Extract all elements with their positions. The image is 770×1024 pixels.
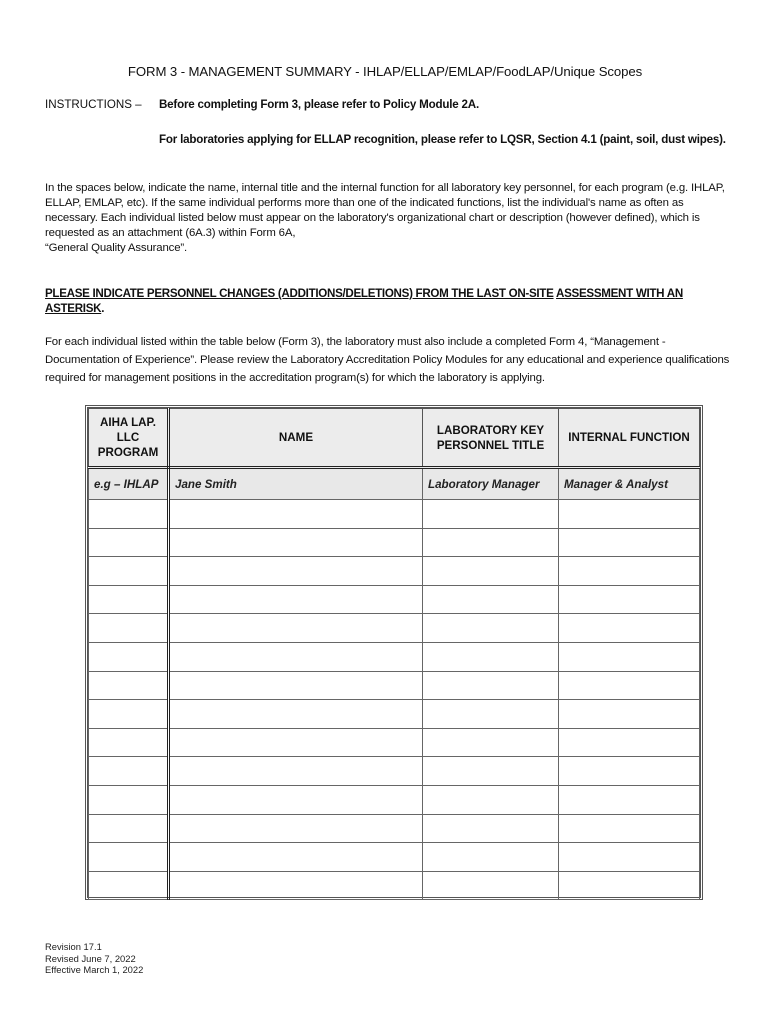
header-title: LABORATORY KEY PERSONNEL TITLE bbox=[423, 409, 559, 468]
program-cell[interactable] bbox=[89, 785, 169, 814]
program-cell[interactable] bbox=[89, 814, 169, 843]
name-cell[interactable] bbox=[169, 785, 423, 814]
personnel-table-container bbox=[85, 405, 703, 900]
notice-end: . bbox=[101, 302, 105, 315]
instructions-line-1: Before completing Form 3, please refer to Policy Module 2A. bbox=[159, 98, 479, 111]
function-cell[interactable] bbox=[559, 528, 700, 557]
function-cell[interactable] bbox=[559, 871, 700, 900]
name-cell[interactable] bbox=[169, 700, 423, 729]
program-cell[interactable] bbox=[89, 500, 169, 529]
program-cell[interactable] bbox=[89, 671, 169, 700]
title-cell[interactable] bbox=[423, 843, 559, 872]
program-cell[interactable] bbox=[89, 700, 169, 729]
name-cell[interactable] bbox=[169, 814, 423, 843]
paragraph-end: “General Quality Assurance”. bbox=[45, 242, 188, 254]
title-cell[interactable] bbox=[423, 585, 559, 614]
example-row bbox=[89, 468, 700, 500]
name-cell[interactable] bbox=[169, 642, 423, 671]
table-row bbox=[89, 785, 700, 814]
title-cell[interactable] bbox=[423, 671, 559, 700]
name-cell[interactable] bbox=[169, 585, 423, 614]
program-cell[interactable] bbox=[89, 528, 169, 557]
table-row bbox=[89, 528, 700, 557]
name-cell[interactable] bbox=[169, 614, 423, 643]
title-cell[interactable] bbox=[423, 785, 559, 814]
title-cell[interactable] bbox=[423, 500, 559, 529]
table-row bbox=[89, 700, 700, 729]
name-cell[interactable] bbox=[169, 557, 423, 586]
program-cell[interactable] bbox=[89, 557, 169, 586]
name-cell[interactable] bbox=[169, 757, 423, 786]
function-cell[interactable] bbox=[559, 557, 700, 586]
program-cell[interactable] bbox=[89, 757, 169, 786]
paragraph-body: In the spaces below, indicate the name, internal title and the internal function for all laboratory key personnel, for each program (e.g. IHLAP, ELLAP, EMLAP, etc). If the same individual performs more than one of the indicated functions, list the individual's name as often as necessary. Each individual listed below must appear on the laboratory's organizational chart or description (however defined), which is requested as an attachment (6A.3) within Form 6A, bbox=[45, 182, 725, 239]
function-cell[interactable] bbox=[559, 728, 700, 757]
function-cell[interactable] bbox=[559, 585, 700, 614]
table-row bbox=[89, 843, 700, 872]
title-cell[interactable] bbox=[423, 557, 559, 586]
function-cell[interactable] bbox=[559, 843, 700, 872]
table-row bbox=[89, 671, 700, 700]
title-cell[interactable] bbox=[423, 528, 559, 557]
name-cell[interactable] bbox=[169, 843, 423, 872]
notice-part-2: ASSESSMENT WITH AN ASTERISK bbox=[45, 287, 683, 315]
title-cell[interactable] bbox=[423, 700, 559, 729]
form4-requirement-paragraph: For each individual listed within the table below (Form 3), the laboratory must also include a completed Form 4, “Management - Documentation of Experience”. Please review the Laboratory Accreditation Policy Modules for any educational and experience qualifications required for management positions in the accreditation program(s) for which the laboratory is applying. bbox=[45, 336, 730, 384]
table-row bbox=[89, 500, 700, 529]
personnel-instructions-paragraph bbox=[45, 181, 735, 256]
effective-date: Effective March 1, 2022 bbox=[45, 964, 144, 975]
title-cell[interactable] bbox=[423, 757, 559, 786]
revised-date: Revised June 7, 2022 bbox=[45, 952, 136, 964]
table-row bbox=[89, 557, 700, 586]
function-cell[interactable] bbox=[559, 700, 700, 729]
function-cell[interactable] bbox=[559, 642, 700, 671]
name-cell[interactable] bbox=[169, 528, 423, 557]
program-cell[interactable] bbox=[89, 585, 169, 614]
notice-part-1: PLEASE INDICATE PERSONNEL CHANGES (ADDITIONS/DELETIONS) FROM THE LAST ON-SITE bbox=[45, 287, 554, 300]
function-cell[interactable] bbox=[559, 785, 700, 814]
table-row bbox=[89, 614, 700, 643]
title-cell[interactable] bbox=[423, 814, 559, 843]
title-cell[interactable] bbox=[423, 871, 559, 900]
function-cell[interactable] bbox=[559, 757, 700, 786]
program-cell[interactable] bbox=[89, 871, 169, 900]
example-title-cell[interactable]: Laboratory Manager bbox=[423, 468, 559, 500]
table-row bbox=[89, 814, 700, 843]
table-row bbox=[89, 728, 700, 757]
example-name-cell[interactable]: Jane Smith bbox=[169, 468, 423, 500]
program-cell[interactable] bbox=[89, 642, 169, 671]
function-cell[interactable] bbox=[559, 500, 700, 529]
name-cell[interactable] bbox=[169, 671, 423, 700]
header-program: AIHA LAP. LLC PROGRAM bbox=[89, 409, 169, 468]
header-name: NAME bbox=[169, 409, 423, 468]
personnel-table bbox=[88, 408, 700, 900]
revision-number: Revision 17.1 bbox=[45, 941, 102, 952]
program-cell[interactable] bbox=[89, 728, 169, 757]
table-row bbox=[89, 585, 700, 614]
function-cell[interactable] bbox=[559, 671, 700, 700]
program-cell[interactable] bbox=[89, 614, 169, 643]
form-title: FORM 3 - MANAGEMENT SUMMARY - IHLAP/ELLAP/EMLAP/FoodLAP/Unique Scopes bbox=[127, 64, 643, 79]
title-cell[interactable] bbox=[423, 728, 559, 757]
function-cell[interactable] bbox=[559, 814, 700, 843]
title-cell[interactable] bbox=[423, 614, 559, 643]
table-row bbox=[89, 871, 700, 900]
name-cell[interactable] bbox=[169, 728, 423, 757]
name-cell[interactable] bbox=[169, 871, 423, 900]
program-cell[interactable] bbox=[89, 843, 169, 872]
function-cell[interactable] bbox=[559, 614, 700, 643]
instructions-line-2: For laboratories applying for ELLAP recognition, please refer to LQSR, Section 4.1 (paint, soil, dust wipes). bbox=[159, 133, 726, 146]
example-function-cell[interactable]: Manager & Analyst bbox=[559, 468, 700, 500]
instructions-label: INSTRUCTIONS – bbox=[45, 98, 142, 111]
title-cell[interactable] bbox=[423, 642, 559, 671]
table-header-row bbox=[89, 409, 700, 468]
personnel-changes-notice bbox=[45, 286, 735, 316]
name-cell[interactable] bbox=[169, 500, 423, 529]
table-row bbox=[89, 642, 700, 671]
example-program-cell[interactable]: e.g – IHLAP bbox=[89, 468, 169, 500]
revision-footer bbox=[45, 941, 143, 976]
header-function: INTERNAL FUNCTION bbox=[559, 409, 700, 468]
table-row bbox=[89, 757, 700, 786]
